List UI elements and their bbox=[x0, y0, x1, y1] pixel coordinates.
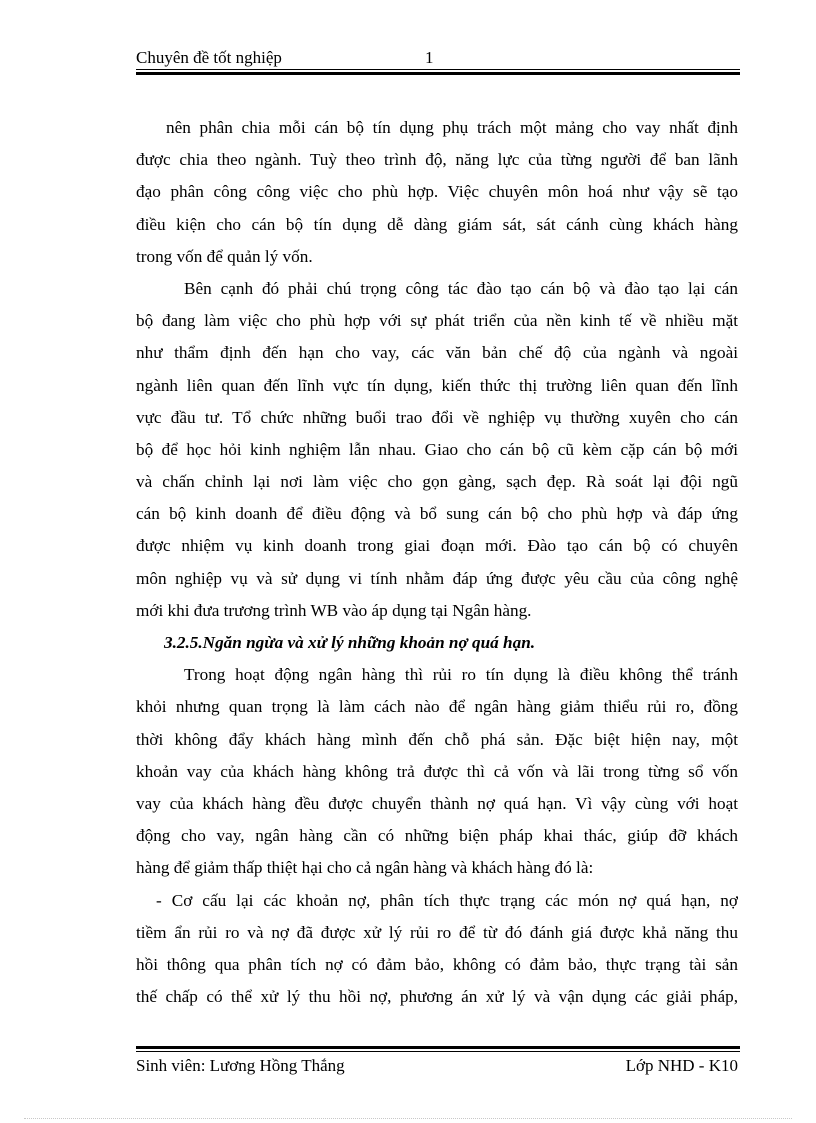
section-heading: 3.2.5.Ngăn ngừa và xử lý những khoản nợ quá hạn. bbox=[164, 633, 536, 652]
page-footer bbox=[136, 1056, 740, 1078]
para2-line: được nhiệm vụ kinh doanh trong giai đoạn mới. Đào tạo cán bộ có chuyên bbox=[136, 536, 738, 556]
page-bottom-divider bbox=[24, 1118, 792, 1119]
document-title: Chuyên đề tốt nghiệp bbox=[136, 48, 282, 67]
para2-line: mới khi đưa trương trình WB vào áp dụng tại Ngân hàng. bbox=[136, 600, 532, 620]
para2-line: bộ để học hỏi kinh nghiệm lẫn nhau. Giao cho cán bộ cũ kèm cặp cán bộ mới bbox=[136, 439, 738, 459]
para2-line: và chấn chỉnh lại nơi làm việc cho gọn gàng, sạch đẹp. Rà soát lại đội ngũ bbox=[136, 472, 738, 492]
para2-line: Bên cạnh đó phải chú trọng công tác đào tạo cán bộ và đào tạo lại cán bbox=[184, 278, 738, 298]
para3-line: động cho vay, ngân hàng cần có những biện pháp khai thác, giúp đỡ khách bbox=[136, 826, 738, 846]
page-header bbox=[136, 48, 740, 70]
header-rule-thick bbox=[136, 72, 740, 75]
para3-line: vay của khách hàng đều được chuyển thành nợ quá hạn. Vì vậy cùng với hoạt bbox=[136, 793, 738, 813]
para1-line: trong vốn để quản lý vốn. bbox=[136, 246, 313, 266]
para3-line: khoản vay của khách hàng không trả được thì cả vốn và lãi trong từng sổ vốn bbox=[136, 761, 738, 781]
bullet-line: thế chấp có thể xử lý thu hồi nợ, phương án xử lý và vận dụng các giải pháp, bbox=[136, 987, 738, 1007]
footer-rule-thin bbox=[136, 1051, 740, 1052]
para2-line: vực đầu tư. Tổ chức những buổi trao đổi về nghiệp vụ thường xuyên cho cán bbox=[136, 407, 738, 427]
para2-line: môn nghiệp vụ và sử dụng vi tính nhằm đáp ứng được yêu cầu của công nghệ bbox=[136, 568, 738, 588]
bullet-line: hồi thông qua phân tích nợ có đảm bảo, không có đảm bảo, thực trạng tài sản bbox=[136, 954, 738, 974]
para2-line: ngành liên quan đến lĩnh vực tín dụng, kiến thức thị trường liên quan đến lĩnh bbox=[136, 375, 738, 395]
bullet-line: tiềm ẩn rủi ro và nợ đã được xử lý rủi ro để từ đó đánh giá được khả năng thu bbox=[136, 922, 738, 942]
para2-line: như thẩm định đến hạn cho vay, các văn bản chế độ của ngành và ngoài bbox=[136, 343, 738, 363]
bullet-line: - Cơ cấu lại các khoản nợ, phân tích thực trạng các món nợ quá hạn, nợ bbox=[156, 890, 738, 910]
para2-line: bộ đang làm việc cho phù hợp với sự phát triển của nền kinh tế về nhiều mặt bbox=[136, 311, 738, 331]
body-text bbox=[136, 112, 738, 1013]
para1-line: điều kiện cho cán bộ tín dụng dễ dàng giám sát, sát cánh cùng khách hàng bbox=[136, 214, 738, 234]
para1-line: đạo phân công công việc cho phù hợp. Việc chuyên môn hoá như vậy sẽ tạo bbox=[136, 182, 738, 202]
para1-line: nên phân chia mỗi cán bộ tín dụng phụ trách một mảng cho vay nhất định bbox=[166, 118, 738, 137]
footer-rule-thick bbox=[136, 1046, 740, 1049]
page-number: 1 bbox=[425, 48, 434, 67]
para3-line: khỏi nhưng quan trọng là làm cách nào để ngân hàng giảm thiểu rủi ro, đồng bbox=[136, 697, 738, 717]
student-name: Sinh viên: Lương Hồng Thắng bbox=[136, 1056, 345, 1075]
para3-line: thời không đẩy khách hàng mình đến chỗ phá sản. Đặc biệt hiện nay, một bbox=[136, 729, 738, 749]
class-label: Lớp NHD - K10 bbox=[625, 1056, 738, 1075]
para2-line: cán bộ kinh doanh để điều động và bổ sung cán bộ cho phù hợp và đáp ứng bbox=[136, 504, 738, 524]
para3-line: hàng để giảm thấp thiệt hại cho cả ngân hàng và khách hàng đó là: bbox=[136, 858, 594, 878]
para3-line: Trong hoạt động ngân hàng thì rủi ro tín dụng là điều không thể tránh bbox=[184, 665, 738, 685]
header-rule-thin bbox=[136, 69, 740, 70]
para1-line: được chia theo ngành. Tuỳ theo trình độ, năng lực của từng người để ban lãnh bbox=[136, 150, 738, 170]
